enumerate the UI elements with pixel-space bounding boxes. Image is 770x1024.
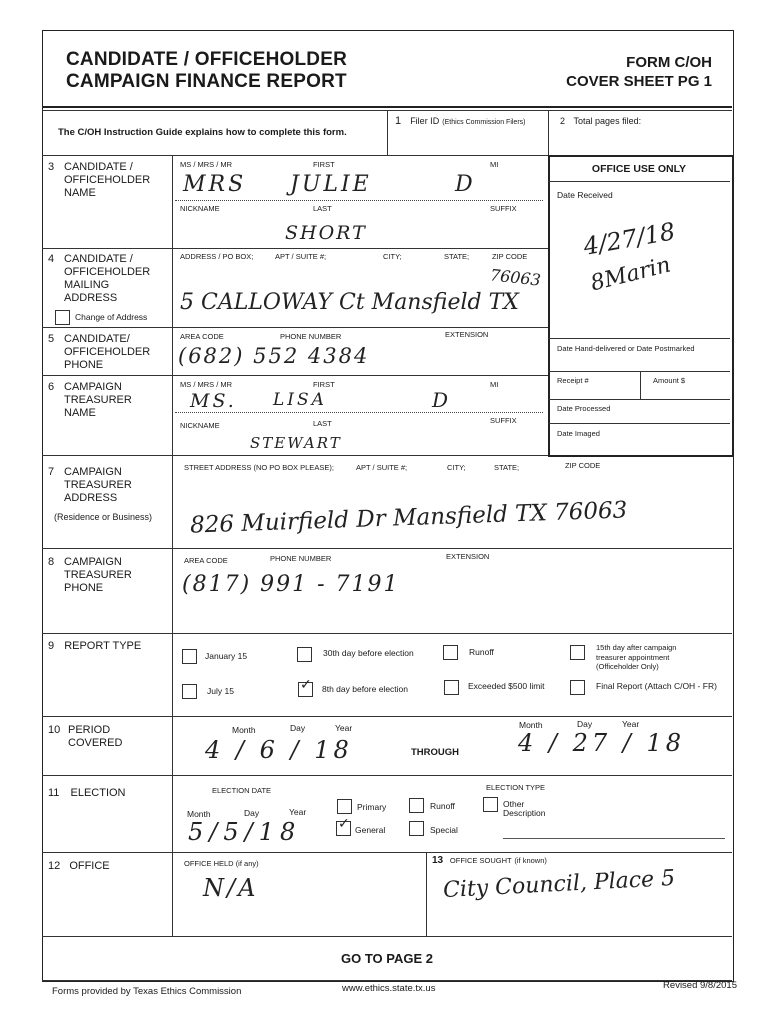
column-divider <box>387 110 388 155</box>
label-line: CANDIDATE / <box>64 253 133 265</box>
divider <box>42 775 732 776</box>
title-line-2: CAMPAIGN FINANCE REPORT <box>66 71 347 92</box>
day-label: Day <box>577 719 593 729</box>
candidate-last-value[interactable]: SHORT <box>285 222 367 244</box>
label-line: TREASURER <box>64 479 132 491</box>
dotted-line <box>175 412 543 413</box>
divider <box>42 548 732 549</box>
go-to-page-2: GO TO PAGE 2 <box>341 951 433 966</box>
first-field-label: FIRST <box>313 160 335 169</box>
year-label: Year <box>335 723 353 733</box>
july-15-checkbox[interactable] <box>182 684 197 699</box>
month-label: Month <box>232 725 256 735</box>
date-processed-label: Date Processed <box>557 404 611 413</box>
final-report-label: Final Report (Attach C/OH - FR) <box>596 681 717 691</box>
section-number: 3 <box>48 161 55 173</box>
candidate-mi-value[interactable]: D <box>455 172 473 197</box>
runoff-report-checkbox[interactable] <box>443 645 458 660</box>
label-line: PHONE <box>64 582 104 594</box>
column-divider <box>426 852 427 936</box>
dotted-line <box>175 200 543 201</box>
other-label <box>503 800 546 818</box>
form-title <box>66 49 347 93</box>
other-text: Other <box>503 799 525 809</box>
treasurer-first-value[interactable]: LISA <box>273 390 327 410</box>
filer-id-label <box>395 115 525 129</box>
label-line: ADDRESS <box>64 492 118 504</box>
phone-number-label: PHONE NUMBER <box>280 332 342 341</box>
office-sought-text: OFFICE SOUGHT <box>449 856 512 865</box>
zip-field-label: ZIP CODE <box>565 461 601 470</box>
section-12-label <box>48 860 110 873</box>
label-line: CAMPAIGN <box>64 556 122 568</box>
column-divider <box>172 155 173 936</box>
section-number: 5 <box>48 333 55 345</box>
january-15-checkbox[interactable] <box>182 649 197 664</box>
divider <box>42 716 732 717</box>
section-6-label <box>48 381 132 419</box>
received-initials: 8Marin <box>588 252 674 297</box>
section-8-label <box>48 556 132 594</box>
city-field-label: CITY; <box>447 463 466 472</box>
section-number: 9 <box>48 640 55 652</box>
receipt-label: Receipt # <box>557 376 589 385</box>
form-id <box>566 53 712 91</box>
form-id-line-1: FORM C/OH <box>626 54 712 71</box>
label-line: MAILING <box>64 279 110 291</box>
date-hand-delivered-label: Date Hand-delivered or Date Postmarked <box>557 344 695 353</box>
divider <box>548 423 730 424</box>
office-held-label <box>184 859 259 868</box>
label-line: CAMPAIGN <box>64 466 122 478</box>
divider <box>548 181 730 182</box>
primary-label: Primary <box>357 802 387 812</box>
extension-label: EXTENSION <box>446 552 490 561</box>
office-sought-value[interactable]: City Council, Place 5 <box>442 865 676 904</box>
total-pages-label <box>560 115 641 128</box>
suffix-field-label: SUFFIX <box>490 416 517 425</box>
revised-date: Revised 9/8/2015 <box>663 980 737 991</box>
filer-id-number: 1 <box>395 115 402 127</box>
election-type-label: ELECTION TYPE <box>486 783 546 792</box>
mi-field-label: MI <box>490 380 499 389</box>
office-label: OFFICE <box>69 860 110 872</box>
label-line: OFFICEHOLDER <box>64 346 151 358</box>
nickname-field-label: NICKNAME <box>180 204 220 213</box>
15th-day-checkbox[interactable] <box>570 645 585 660</box>
section-number: 11 <box>48 787 60 799</box>
divider <box>42 852 732 853</box>
other-checkbox[interactable] <box>483 797 498 812</box>
section-7-label <box>48 466 132 504</box>
office-sought-sub: (if known) <box>514 856 547 865</box>
checkmark-icon: ✓ <box>338 816 350 832</box>
label-line: CANDIDATE/ <box>64 333 130 345</box>
election-label: ELECTION <box>70 787 126 799</box>
30th-day-checkbox[interactable] <box>297 647 312 662</box>
divider <box>42 106 732 108</box>
mi-field-label: MI <box>490 160 499 169</box>
area-code-label: AREA CODE <box>184 556 228 565</box>
15th-day-label: 15th day after campaign treasurer appointment (Officeholder Only) <box>596 643 677 671</box>
office-use-title: OFFICE USE ONLY <box>591 163 687 175</box>
divider <box>42 327 548 328</box>
label-line: PHONE <box>64 359 104 371</box>
year-label: Year <box>289 807 307 817</box>
divider <box>42 936 732 937</box>
office-held-value[interactable]: N/A <box>203 874 259 902</box>
instruction-text: The C/OH Instruction Guide explains how to complete this form. <box>58 127 347 138</box>
treasurer-last-value[interactable]: STEWART <box>250 434 342 452</box>
title-line-1: CANDIDATE / OFFICEHOLDER <box>66 49 347 70</box>
candidate-zip-value[interactable]: 76063 <box>489 265 542 290</box>
january-15-label: January 15 <box>205 651 248 661</box>
change-of-address-label: Change of Address <box>75 312 148 322</box>
exceeded-limit-label: Exceeded $500 limit <box>468 681 545 691</box>
column-divider <box>548 110 549 155</box>
8th-day-label: 8th day before election <box>322 684 409 694</box>
runoff-election-label: Runoff <box>430 801 455 811</box>
label-line: PERIOD <box>68 724 111 736</box>
special-checkbox[interactable] <box>409 821 424 836</box>
divider <box>42 375 548 376</box>
state-field-label: STATE; <box>494 463 520 472</box>
divider <box>548 399 730 400</box>
section-number: 4 <box>48 253 55 265</box>
day-label: Day <box>290 723 306 733</box>
office-held-text: OFFICE HELD <box>184 859 234 868</box>
treasurer-address-value[interactable]: 826 Muirfield Dr Mansfield TX 76063 <box>189 497 628 539</box>
runoff-report-label: Runoff <box>469 647 494 657</box>
30th-day-label: 30th day before election <box>323 648 414 658</box>
divider <box>548 338 730 339</box>
divider <box>42 633 732 634</box>
label-line: CANDIDATE / <box>64 161 133 173</box>
label-line: TREASURER <box>64 394 132 406</box>
divider <box>42 980 732 981</box>
report-type-label: REPORT TYPE <box>64 640 142 652</box>
office-held-sub: (if any) <box>235 859 259 868</box>
election-date-value[interactable]: 5/5/18 <box>188 818 302 846</box>
amount-label: Amount $ <box>653 376 686 385</box>
final-report-checkbox[interactable] <box>570 680 585 695</box>
filer-id-sub: (Ethics Commission Filers) <box>442 119 526 126</box>
change-of-address-checkbox[interactable] <box>55 310 70 325</box>
july-15-label: July 15 <box>207 686 234 696</box>
section-number: 8 <box>48 556 55 568</box>
area-code-label: AREA CODE <box>180 332 224 341</box>
label-line: COVERED <box>68 737 123 749</box>
section-4-label <box>48 253 151 304</box>
candidate-address-value[interactable]: 5 CALLOWAY Ct Mansfield TX <box>180 290 519 315</box>
label-line: TREASURER <box>64 569 132 581</box>
label-line: OFFICEHOLDER <box>64 266 151 278</box>
city-field-label: CITY; <box>383 252 402 261</box>
forms-provided-by: Forms provided by Texas Ethics Commission <box>52 986 242 997</box>
section-number: 12 <box>48 860 61 872</box>
state-field-label: STATE; <box>444 252 470 261</box>
date-received-label: Date Received <box>557 190 613 200</box>
phone-number-label: PHONE NUMBER <box>270 554 332 563</box>
checkmark-icon: ✓ <box>300 677 312 693</box>
nickname-field-label: NICKNAME <box>180 421 220 430</box>
day-label: Day <box>244 808 260 818</box>
form-id-line-2: COVER SHEET PG 1 <box>566 73 712 90</box>
primary-checkbox[interactable] <box>337 799 352 814</box>
candidate-phone-value[interactable]: (682) 552 4384 <box>178 344 370 368</box>
description-text: Description <box>503 808 546 818</box>
last-field-label: LAST <box>313 204 332 213</box>
month-label: Month <box>187 809 211 819</box>
website-link[interactable]: www.ethics.state.tx.us <box>342 983 436 994</box>
column-divider <box>640 371 641 399</box>
label-line: NAME <box>64 407 96 419</box>
first-field-label: FIRST <box>313 380 335 389</box>
exceeded-limit-checkbox[interactable] <box>444 680 459 695</box>
received-date-stamp: 4/27/18 <box>581 217 678 261</box>
street-address-label: STREET ADDRESS (NO PO BOX PLEASE); <box>184 463 334 472</box>
date-imaged-label: Date Imaged <box>557 429 600 438</box>
section-5-label <box>48 333 151 371</box>
month-label: Month <box>519 720 543 730</box>
candidate-title-value[interactable]: MRS <box>183 172 247 197</box>
treasurer-mi-value[interactable]: D <box>432 388 449 412</box>
section-9-label <box>48 640 141 653</box>
title-field-label: MS / MRS / MR <box>180 160 233 169</box>
residence-or-business-label: (Residence or Business) <box>54 512 153 522</box>
divider <box>42 248 548 249</box>
section-number: 10 <box>48 724 61 736</box>
period-from-value[interactable]: 4 / 6 / 18 <box>205 736 353 764</box>
section-13-label <box>432 855 547 866</box>
filer-id-text: Filer ID <box>410 116 440 126</box>
through-label: THROUGH <box>411 747 460 758</box>
total-pages-text: Total pages filed: <box>573 116 642 126</box>
section-10-label <box>48 724 123 749</box>
candidate-first-value[interactable]: JULIE <box>290 172 372 197</box>
label-line: OFFICEHOLDER <box>64 174 151 186</box>
special-label: Special <box>430 825 458 835</box>
treasurer-title-value[interactable]: MS. <box>190 390 237 412</box>
runoff-election-checkbox[interactable] <box>409 798 424 813</box>
label-line: ADDRESS <box>64 292 118 304</box>
divider <box>548 371 730 372</box>
section-11-label <box>48 787 126 800</box>
section-number: 6 <box>48 381 55 393</box>
description-line <box>503 838 725 839</box>
suffix-field-label: SUFFIX <box>490 204 517 213</box>
address-field-label: ADDRESS / PO BOX; <box>180 252 254 261</box>
election-date-label: ELECTION DATE <box>212 786 272 795</box>
zip-field-label: ZIP CODE <box>492 252 528 261</box>
year-label: Year <box>622 719 640 729</box>
last-field-label: LAST <box>313 419 332 428</box>
extension-label: EXTENSION <box>445 330 489 339</box>
label-line: CAMPAIGN <box>64 381 122 393</box>
section-number: 13 <box>432 855 444 866</box>
general-label: General <box>355 825 386 835</box>
section-number: 7 <box>48 466 55 478</box>
label-line: NAME <box>64 187 96 199</box>
apt-field-label: APT / SUITE #; <box>356 463 408 472</box>
apt-field-label: APT / SUITE #; <box>275 252 327 261</box>
total-pages-number: 2 <box>560 116 566 126</box>
period-to-value[interactable]: 4 / 27 / 18 <box>518 729 686 757</box>
treasurer-phone-value[interactable]: (817) 991 - 7191 <box>182 572 400 597</box>
title-field-label: MS / MRS / MR <box>180 380 233 389</box>
section-3-label <box>48 161 151 199</box>
